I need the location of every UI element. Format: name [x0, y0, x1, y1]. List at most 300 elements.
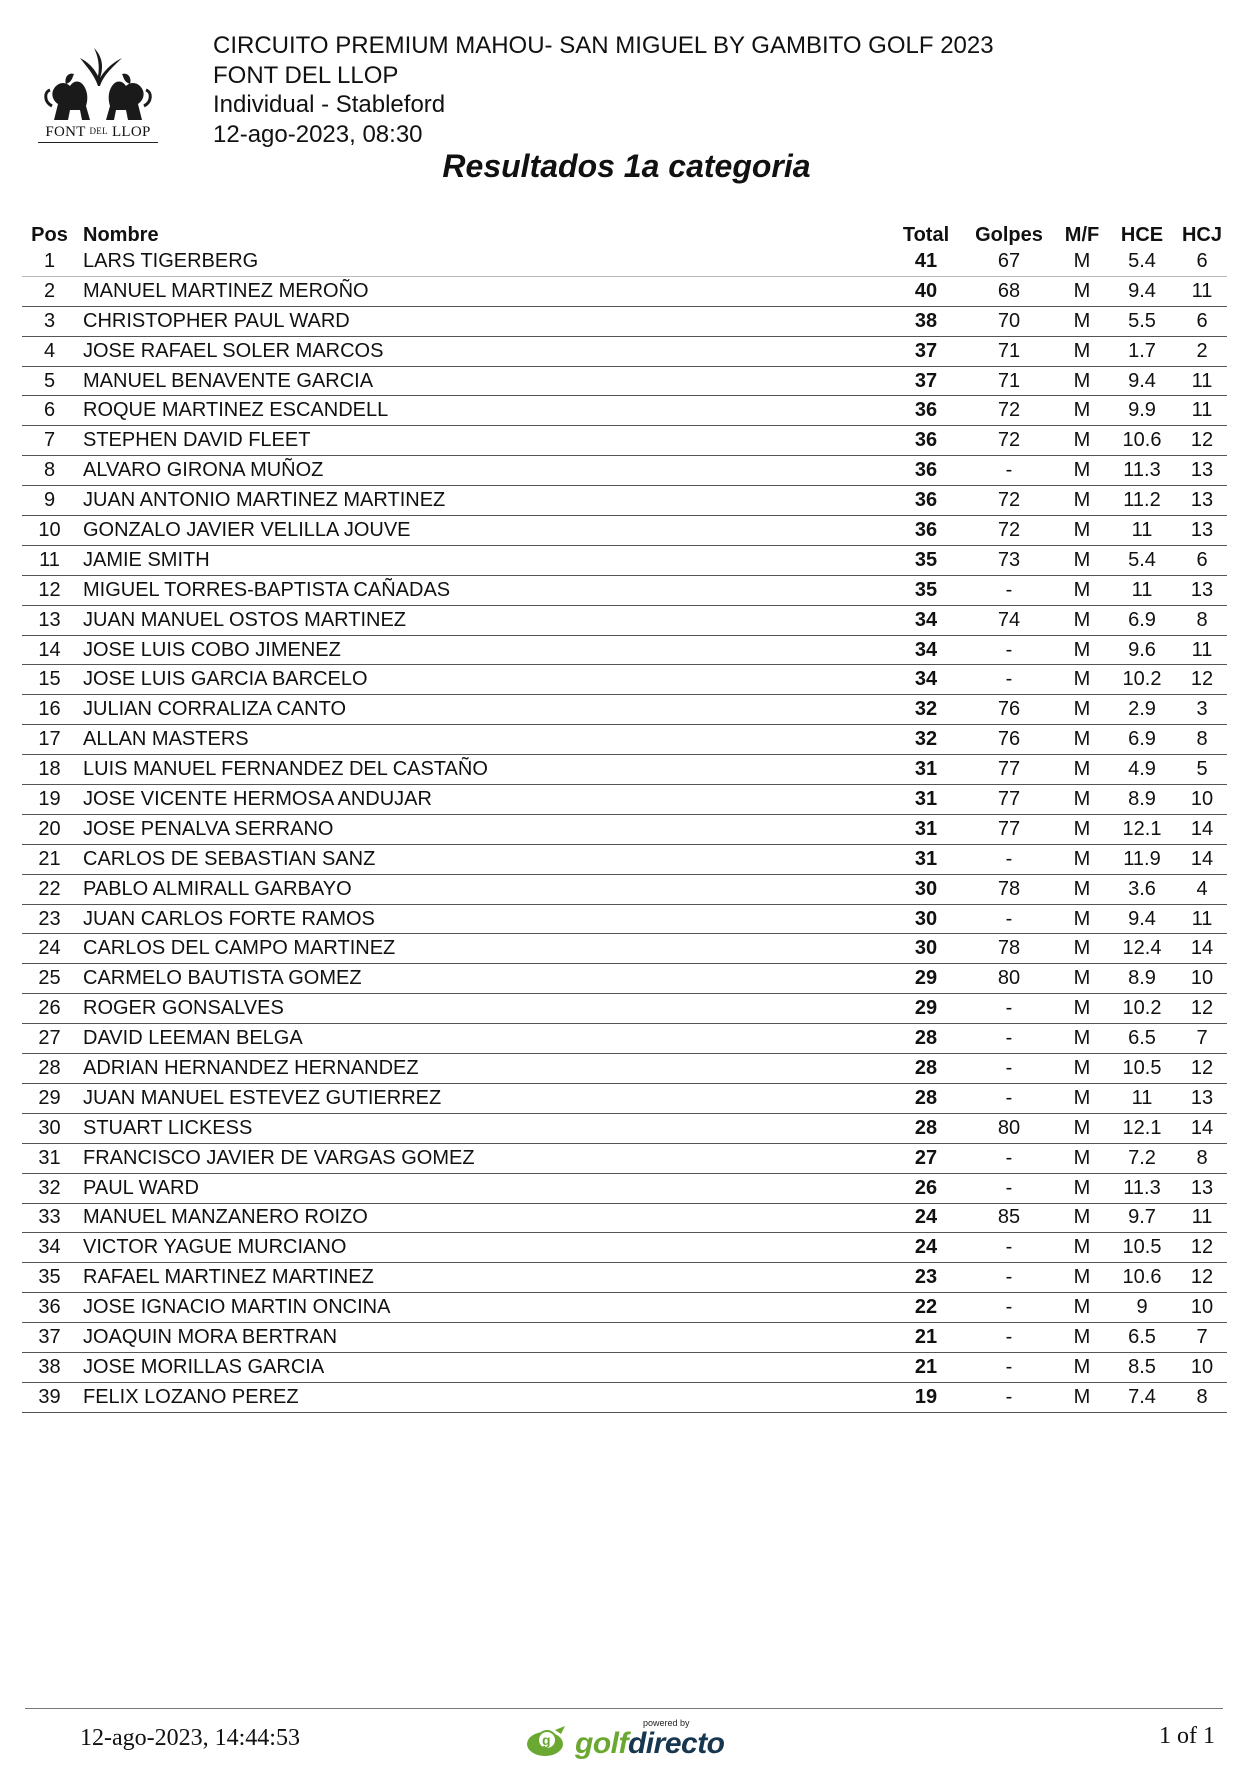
cell-hce: 9 [1107, 1293, 1177, 1323]
cell-hce: 10.6 [1107, 426, 1177, 456]
cell-name: PAUL WARD [77, 1173, 891, 1203]
cell-name: CHRISTOPHER PAUL WARD [77, 306, 891, 336]
table-header-row [22, 215, 1227, 247]
cell-hce: 7.4 [1107, 1382, 1177, 1412]
table-row [22, 1352, 1227, 1382]
cell-hce: 11.3 [1107, 1173, 1177, 1203]
cell-total: 22 [891, 1293, 961, 1323]
cell-hce: 10.5 [1107, 1233, 1177, 1263]
cell-pos: 9 [22, 486, 77, 516]
cell-golpes: 67 [961, 247, 1057, 276]
cell-pos: 27 [22, 1024, 77, 1054]
cell-hcj: 10 [1177, 785, 1227, 815]
cell-name: PABLO ALMIRALL GARBAYO [77, 874, 891, 904]
cell-name: DAVID LEEMAN BELGA [77, 1024, 891, 1054]
cell-hcj: 10 [1177, 1352, 1227, 1382]
table-row [22, 575, 1227, 605]
cell-hce: 6.9 [1107, 605, 1177, 635]
cell-hcj: 13 [1177, 516, 1227, 546]
cell-hcj: 14 [1177, 844, 1227, 874]
cell-golpes: 72 [961, 486, 1057, 516]
table-row [22, 1203, 1227, 1233]
cell-hcj: 10 [1177, 964, 1227, 994]
cell-total: 24 [891, 1233, 961, 1263]
table-row [22, 964, 1227, 994]
cell-total: 37 [891, 336, 961, 366]
cell-hce: 9.6 [1107, 635, 1177, 665]
col-header-mf: M/F [1064, 224, 1100, 246]
cell-name: MANUEL MARTINEZ MEROÑO [77, 276, 891, 306]
cell-hce: 10.2 [1107, 665, 1177, 695]
cell-mf: M [1057, 1203, 1107, 1233]
footer-divider [25, 1708, 1223, 1709]
cell-hcj: 12 [1177, 665, 1227, 695]
table-row [22, 1113, 1227, 1143]
cell-pos: 10 [22, 516, 77, 546]
cell-mf: M [1057, 396, 1107, 426]
cell-hce: 10.5 [1107, 1054, 1177, 1084]
cell-total: 36 [891, 426, 961, 456]
cell-golpes: 76 [961, 725, 1057, 755]
cell-total: 38 [891, 306, 961, 336]
cell-total: 26 [891, 1173, 961, 1203]
table-row [22, 635, 1227, 665]
cell-golpes: - [961, 1173, 1057, 1203]
cell-total: 21 [891, 1352, 961, 1382]
table-row [22, 785, 1227, 815]
cell-hce: 9.7 [1107, 1203, 1177, 1233]
svg-text:g: g [542, 1732, 551, 1748]
cell-name: JOSE PENALVA SERRANO [77, 814, 891, 844]
cell-hcj: 12 [1177, 1263, 1227, 1293]
cell-pos: 20 [22, 814, 77, 844]
cell-pos: 8 [22, 456, 77, 486]
cell-mf: M [1057, 1293, 1107, 1323]
golfdirecto-logo [525, 1718, 725, 1760]
cell-hcj: 11 [1177, 904, 1227, 934]
cell-total: 31 [891, 814, 961, 844]
cell-total: 34 [891, 635, 961, 665]
cell-hcj: 10 [1177, 1293, 1227, 1323]
cell-golpes: 71 [961, 366, 1057, 396]
cell-mf: M [1057, 1233, 1107, 1263]
cell-hcj: 14 [1177, 934, 1227, 964]
table-row [22, 1263, 1227, 1293]
cell-hcj: 6 [1177, 545, 1227, 575]
cell-mf: M [1057, 1382, 1107, 1412]
cell-golpes: 77 [961, 814, 1057, 844]
table-row [22, 426, 1227, 456]
cell-hcj: 8 [1177, 725, 1227, 755]
cell-hcj: 13 [1177, 575, 1227, 605]
cell-pos: 26 [22, 994, 77, 1024]
col-header-hcj: HCJ [1181, 224, 1222, 246]
cell-pos: 34 [22, 1233, 77, 1263]
report-header [213, 31, 994, 149]
cell-hcj: 14 [1177, 814, 1227, 844]
cell-hce: 9.4 [1107, 276, 1177, 306]
cell-pos: 16 [22, 695, 77, 725]
cell-hcj: 6 [1177, 306, 1227, 336]
cell-total: 28 [891, 1113, 961, 1143]
cell-pos: 25 [22, 964, 77, 994]
cell-mf: M [1057, 635, 1107, 665]
cell-name: LUIS MANUEL FERNANDEZ DEL CASTAÑO [77, 755, 891, 785]
table-row [22, 1173, 1227, 1203]
cell-golpes: - [961, 456, 1057, 486]
cell-mf: M [1057, 665, 1107, 695]
cell-mf: M [1057, 964, 1107, 994]
cell-name: CARMELO BAUTISTA GOMEZ [77, 964, 891, 994]
cell-mf: M [1057, 276, 1107, 306]
cell-golpes: - [961, 635, 1057, 665]
cell-name: JOAQUIN MORA BERTRAN [77, 1323, 891, 1353]
cell-pos: 14 [22, 635, 77, 665]
cell-pos: 35 [22, 1263, 77, 1293]
club-logo [36, 44, 160, 144]
cell-mf: M [1057, 1323, 1107, 1353]
cell-name: JOSE IGNACIO MARTIN ONCINA [77, 1293, 891, 1323]
cell-mf: M [1057, 785, 1107, 815]
cell-hcj: 13 [1177, 456, 1227, 486]
cell-golpes: - [961, 1083, 1057, 1113]
header-tournament: CIRCUITO PREMIUM MAHOU- SAN MIGUEL BY GAMBITO GOLF 2023 [213, 32, 994, 59]
cell-total: 31 [891, 844, 961, 874]
cell-mf: M [1057, 426, 1107, 456]
cell-mf: M [1057, 336, 1107, 366]
cell-name: JULIAN CORRALIZA CANTO [77, 695, 891, 725]
cell-mf: M [1057, 1024, 1107, 1054]
cell-mf: M [1057, 755, 1107, 785]
cell-total: 23 [891, 1263, 961, 1293]
cell-golpes: 72 [961, 396, 1057, 426]
table-row [22, 844, 1227, 874]
cell-total: 19 [891, 1382, 961, 1412]
cell-golpes: 77 [961, 755, 1057, 785]
cell-golpes: - [961, 1233, 1057, 1263]
cell-mf: M [1057, 247, 1107, 276]
cell-name: ADRIAN HERNANDEZ HERNANDEZ [77, 1054, 891, 1084]
cell-hce: 1.7 [1107, 336, 1177, 366]
table-row [22, 874, 1227, 904]
cell-hce: 11.9 [1107, 844, 1177, 874]
cell-pos: 23 [22, 904, 77, 934]
cell-golpes: 80 [961, 1113, 1057, 1143]
table-row [22, 276, 1227, 306]
cell-total: 32 [891, 695, 961, 725]
page-title: Resultados 1a categoria [442, 148, 811, 184]
table-row [22, 814, 1227, 844]
cell-total: 41 [891, 247, 961, 276]
cell-golpes: - [961, 1293, 1057, 1323]
cell-hcj: 14 [1177, 1113, 1227, 1143]
logo-wordmark: FONT DEL LLOP [45, 124, 151, 140]
cell-name: ROGER GONSALVES [77, 994, 891, 1024]
cell-total: 28 [891, 1054, 961, 1084]
cell-hcj: 13 [1177, 1083, 1227, 1113]
cell-total: 37 [891, 366, 961, 396]
cell-mf: M [1057, 904, 1107, 934]
col-header-pos: Pos [31, 224, 68, 246]
cell-hcj: 5 [1177, 755, 1227, 785]
cell-name: ROQUE MARTINEZ ESCANDELL [77, 396, 891, 426]
cell-golpes: 77 [961, 785, 1057, 815]
cell-name: VICTOR YAGUE MURCIANO [77, 1233, 891, 1263]
cell-hcj: 8 [1177, 1382, 1227, 1412]
cell-pos: 28 [22, 1054, 77, 1084]
table-row [22, 1054, 1227, 1084]
table-row [22, 486, 1227, 516]
cell-pos: 13 [22, 605, 77, 635]
cell-hcj: 11 [1177, 635, 1227, 665]
cell-pos: 2 [22, 276, 77, 306]
cell-name: LARS TIGERBERG [77, 247, 891, 276]
cell-pos: 19 [22, 785, 77, 815]
cell-hcj: 11 [1177, 366, 1227, 396]
table-row [22, 755, 1227, 785]
cell-pos: 37 [22, 1323, 77, 1353]
cell-total: 36 [891, 486, 961, 516]
cell-hce: 5.4 [1107, 247, 1177, 276]
cell-pos: 36 [22, 1293, 77, 1323]
footer-timestamp: 12-ago-2023, 14:44:53 [80, 1725, 300, 1751]
cell-hcj: 13 [1177, 1173, 1227, 1203]
cell-hcj: 11 [1177, 1203, 1227, 1233]
cell-pos: 5 [22, 366, 77, 396]
cell-pos: 17 [22, 725, 77, 755]
cell-hce: 10.2 [1107, 994, 1177, 1024]
cell-hce: 10.6 [1107, 1263, 1177, 1293]
cell-name: GONZALO JAVIER VELILLA JOUVE [77, 516, 891, 546]
cell-mf: M [1057, 844, 1107, 874]
cell-total: 36 [891, 396, 961, 426]
header-course: FONT DEL LLOP [213, 61, 399, 89]
cell-name: JUAN MANUEL ESTEVEZ GUTIERREZ [77, 1083, 891, 1113]
cell-total: 21 [891, 1323, 961, 1353]
cell-mf: M [1057, 1054, 1107, 1084]
cell-golpes: - [961, 665, 1057, 695]
cell-hcj: 12 [1177, 426, 1227, 456]
cell-total: 36 [891, 516, 961, 546]
cell-pos: 22 [22, 874, 77, 904]
table-row [22, 456, 1227, 486]
cell-name: CARLOS DEL CAMPO MARTINEZ [77, 934, 891, 964]
cell-hce: 5.4 [1107, 545, 1177, 575]
cell-hcj: 12 [1177, 994, 1227, 1024]
cell-hce: 11.2 [1107, 486, 1177, 516]
table-row [22, 1233, 1227, 1263]
cell-total: 34 [891, 605, 961, 635]
table-row [22, 516, 1227, 546]
cell-total: 35 [891, 575, 961, 605]
cell-hce: 11.3 [1107, 456, 1177, 486]
brand-golf-text: golf [575, 1727, 628, 1760]
cell-name: JOSE RAFAEL SOLER MARCOS [77, 336, 891, 366]
table-row [22, 1024, 1227, 1054]
cell-hcj: 12 [1177, 1233, 1227, 1263]
cell-name: JOSE LUIS COBO JIMENEZ [77, 635, 891, 665]
cell-pos: 6 [22, 396, 77, 426]
cell-hce: 2.9 [1107, 695, 1177, 725]
cell-hce: 9.4 [1107, 366, 1177, 396]
cell-pos: 33 [22, 1203, 77, 1233]
cell-hce: 3.6 [1107, 874, 1177, 904]
cell-golpes: 85 [961, 1203, 1057, 1233]
cell-golpes: - [961, 1024, 1057, 1054]
cell-name: ALLAN MASTERS [77, 725, 891, 755]
cell-golpes: - [961, 844, 1057, 874]
table-row [22, 306, 1227, 336]
cell-total: 31 [891, 785, 961, 815]
cell-total: 28 [891, 1024, 961, 1054]
page-number: 1 of 1 [1159, 1723, 1215, 1749]
heraldic-lions-fountain-icon [36, 44, 160, 124]
cell-total: 28 [891, 1083, 961, 1113]
cell-mf: M [1057, 605, 1107, 635]
cell-golpes: 74 [961, 605, 1057, 635]
results-body [22, 247, 1227, 1412]
cell-pos: 38 [22, 1352, 77, 1382]
cell-hce: 8.9 [1107, 964, 1177, 994]
cell-pos: 11 [22, 545, 77, 575]
table-row [22, 366, 1227, 396]
table-row [22, 994, 1227, 1024]
cell-mf: M [1057, 934, 1107, 964]
cell-hce: 5.5 [1107, 306, 1177, 336]
cell-mf: M [1057, 1113, 1107, 1143]
cell-pos: 29 [22, 1083, 77, 1113]
cell-mf: M [1057, 994, 1107, 1024]
table-row [22, 725, 1227, 755]
cell-hce: 4.9 [1107, 755, 1177, 785]
cell-golpes: - [961, 575, 1057, 605]
table-row [22, 605, 1227, 635]
cell-name: MIGUEL TORRES-BAPTISTA CAÑADAS [77, 575, 891, 605]
table-row [22, 1323, 1227, 1353]
cell-hcj: 3 [1177, 695, 1227, 725]
cell-total: 36 [891, 456, 961, 486]
cell-total: 32 [891, 725, 961, 755]
cell-golpes: - [961, 1143, 1057, 1173]
cell-pos: 7 [22, 426, 77, 456]
cell-mf: M [1057, 874, 1107, 904]
cell-name: STEPHEN DAVID FLEET [77, 426, 891, 456]
cell-pos: 12 [22, 575, 77, 605]
cell-total: 40 [891, 276, 961, 306]
table-row [22, 1083, 1227, 1113]
cell-hcj: 8 [1177, 1143, 1227, 1173]
cell-golpes: - [961, 1263, 1057, 1293]
cell-hce: 12.4 [1107, 934, 1177, 964]
cell-golpes: 76 [961, 695, 1057, 725]
col-header-name: Nombre [83, 224, 159, 246]
cell-golpes: 80 [961, 964, 1057, 994]
table-row [22, 545, 1227, 575]
brand-powered-by: powered by [643, 1718, 690, 1728]
cell-hce: 12.1 [1107, 1113, 1177, 1143]
cell-golpes: 70 [961, 306, 1057, 336]
cell-hcj: 4 [1177, 874, 1227, 904]
cell-hcj: 12 [1177, 1054, 1227, 1084]
logo-underline [38, 142, 158, 143]
cell-total: 27 [891, 1143, 961, 1173]
cell-mf: M [1057, 545, 1107, 575]
table-row [22, 1382, 1227, 1412]
table-row [22, 336, 1227, 366]
cell-hce: 6.5 [1107, 1024, 1177, 1054]
cell-mf: M [1057, 366, 1107, 396]
cell-mf: M [1057, 725, 1107, 755]
header-datetime: 12-ago-2023, 08:30 [213, 120, 423, 148]
cell-pos: 21 [22, 844, 77, 874]
cell-name: JUAN MANUEL OSTOS MARTINEZ [77, 605, 891, 635]
cell-mf: M [1057, 814, 1107, 844]
cell-mf: M [1057, 516, 1107, 546]
cell-golpes: 68 [961, 276, 1057, 306]
cell-hcj: 2 [1177, 336, 1227, 366]
cell-hce: 8.9 [1107, 785, 1177, 815]
cell-total: 31 [891, 755, 961, 785]
col-header-golpes: Golpes [975, 224, 1043, 246]
cell-name: CARLOS DE SEBASTIAN SANZ [77, 844, 891, 874]
cell-hce: 11 [1107, 1083, 1177, 1113]
cell-total: 24 [891, 1203, 961, 1233]
cell-hcj: 13 [1177, 486, 1227, 516]
cell-golpes: 71 [961, 336, 1057, 366]
brand-directo-text: directo [627, 1727, 725, 1760]
results-table [22, 215, 1227, 1413]
cell-pos: 18 [22, 755, 77, 785]
cell-mf: M [1057, 1173, 1107, 1203]
cell-golpes: - [961, 1054, 1057, 1084]
cell-name: JOSE LUIS GARCIA BARCELO [77, 665, 891, 695]
cell-total: 30 [891, 934, 961, 964]
table-row [22, 247, 1227, 276]
cell-total: 35 [891, 545, 961, 575]
header-format: Individual - Stableford [213, 91, 446, 118]
cell-hce: 6.5 [1107, 1323, 1177, 1353]
col-header-hce: HCE [1120, 224, 1164, 246]
cell-hce: 7.2 [1107, 1143, 1177, 1173]
golf-ball-swoosh-icon [525, 1724, 573, 1758]
table-row [22, 1143, 1227, 1173]
cell-name: JUAN ANTONIO MARTINEZ MARTINEZ [77, 486, 891, 516]
cell-hcj: 8 [1177, 605, 1227, 635]
cell-name: FELIX LOZANO PEREZ [77, 1382, 891, 1412]
cell-pos: 31 [22, 1143, 77, 1173]
cell-mf: M [1057, 1263, 1107, 1293]
cell-golpes: 72 [961, 426, 1057, 456]
cell-golpes: 72 [961, 516, 1057, 546]
cell-golpes: - [961, 994, 1057, 1024]
cell-hce: 11 [1107, 516, 1177, 546]
cell-hcj: 11 [1177, 396, 1227, 426]
cell-name: JOSE MORILLAS GARCIA [77, 1352, 891, 1382]
cell-golpes: - [961, 1382, 1057, 1412]
table-row [22, 695, 1227, 725]
cell-hce: 9.4 [1107, 904, 1177, 934]
cell-mf: M [1057, 695, 1107, 725]
cell-pos: 15 [22, 665, 77, 695]
cell-pos: 4 [22, 336, 77, 366]
cell-hce: 8.5 [1107, 1352, 1177, 1382]
cell-golpes: 78 [961, 934, 1057, 964]
cell-golpes: 78 [961, 874, 1057, 904]
cell-name: JAMIE SMITH [77, 545, 891, 575]
cell-total: 30 [891, 874, 961, 904]
cell-mf: M [1057, 1352, 1107, 1382]
cell-name: ALVARO GIRONA MUÑOZ [77, 456, 891, 486]
